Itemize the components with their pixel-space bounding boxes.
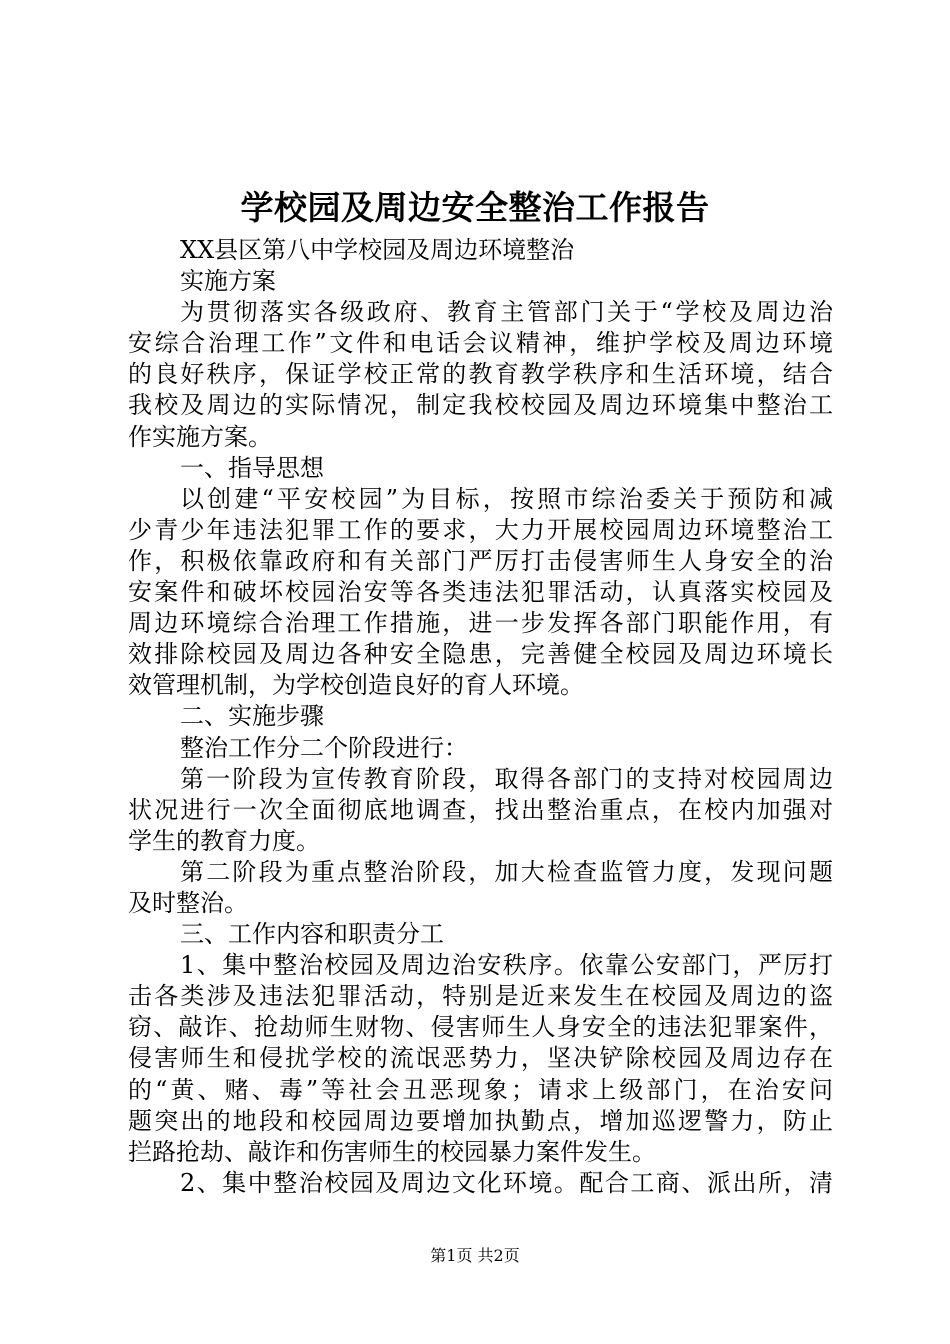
body-text-line: XX县区第八中学校园及周边环境整治 xyxy=(180,236,575,264)
body-text-line: 题突出的地段和校园周边要增加执勤点，增加巡逻警力，防止 xyxy=(128,1106,833,1135)
body-text-line: 一、指导思想 xyxy=(180,453,324,482)
body-text-line: 的良好秩序，保证学校正常的教育教学秩序和生活环境，结合 xyxy=(128,360,833,389)
document-title: 学校园及周边安全整治工作报告 xyxy=(240,188,710,227)
body-text-line: 少青少年违法犯罪工作的要求，大力开展校园周边环境整治工 xyxy=(128,515,833,544)
body-text-line: 实施方案 xyxy=(180,267,276,296)
body-text-line: 第二阶段为重点整治阶段，加大检查监管力度，发现问题 xyxy=(180,857,833,886)
body-text-line: 周边环境综合治理工作措施，进一步发挥各部门职能作用，有 xyxy=(128,609,833,638)
body-text-line: 以创建“平安校园”为目标，按照市综治委关于预防和减 xyxy=(180,484,833,513)
body-text-line: 状况进行一次全面彻底地调查，找出整治重点，在校内加强对 xyxy=(128,795,833,824)
body-text-line: 安综合治理工作”文件和电话会议精神，维护学校及周边环境 xyxy=(128,329,833,358)
body-text-line: 我校及周边的实际情况，制定我校校园及周边环境集中整治工 xyxy=(128,391,833,420)
body-text-line: 效排除校园及周边各种安全隐患，完善健全校园及周边环境长 xyxy=(128,640,833,669)
body-text-line: 的“黄、赌、毒”等社会丑恶现象；请求上级部门，在治安问 xyxy=(128,1075,833,1104)
body-text-line: 1、集中整治校园及周边治安秩序。依靠公安部门，严厉打 xyxy=(180,951,833,980)
body-text-line: 2、集中整治校园及周边文化环境。配合工商、派出所，清 xyxy=(180,1168,833,1197)
body-text-line: 窃、敲诈、抢劫师生财物、侵害师生人身安全的违法犯罪案件， xyxy=(128,1013,833,1042)
document-body xyxy=(128,235,833,1199)
body-text-line: 作，积极依靠政府和有关部门严厉打击侵害师生人身安全的治 xyxy=(128,546,833,575)
body-text-line: 及时整治。 xyxy=(128,888,248,917)
body-text-line: 三、工作内容和职责分工 xyxy=(180,920,444,949)
page-footer: 第1页 共2页 xyxy=(430,1246,520,1265)
body-text-line: 为贯彻落实各级政府、教育主管部门关于“学校及周边治 xyxy=(180,298,833,327)
body-text-line: 学生的教育力度。 xyxy=(128,826,320,855)
body-text-line: 二、实施步骤 xyxy=(180,702,324,731)
body-text-line: 整治工作分二个阶段进行： xyxy=(180,733,468,762)
body-text-line: 拦路抢劫、敲诈和伤害师生的校园暴力案件发生。 xyxy=(128,1137,656,1166)
body-text-line: 作实施方案。 xyxy=(128,422,272,451)
body-text-line: 第一阶段为宣传教育阶段，取得各部门的支持对校园周边 xyxy=(180,764,833,793)
body-text-line: 效管理机制，为学校创造良好的育人环境。 xyxy=(128,671,584,700)
body-text-line: 击各类涉及违法犯罪活动，特别是近来发生在校园及周边的盗 xyxy=(128,982,833,1011)
body-text-line: 侵害师生和侵扰学校的流氓恶势力，坚决铲除校园及周边存在 xyxy=(128,1044,833,1073)
body-text-line: 安案件和破坏校园治安等各类违法犯罪活动，认真落实校园及 xyxy=(128,578,833,607)
